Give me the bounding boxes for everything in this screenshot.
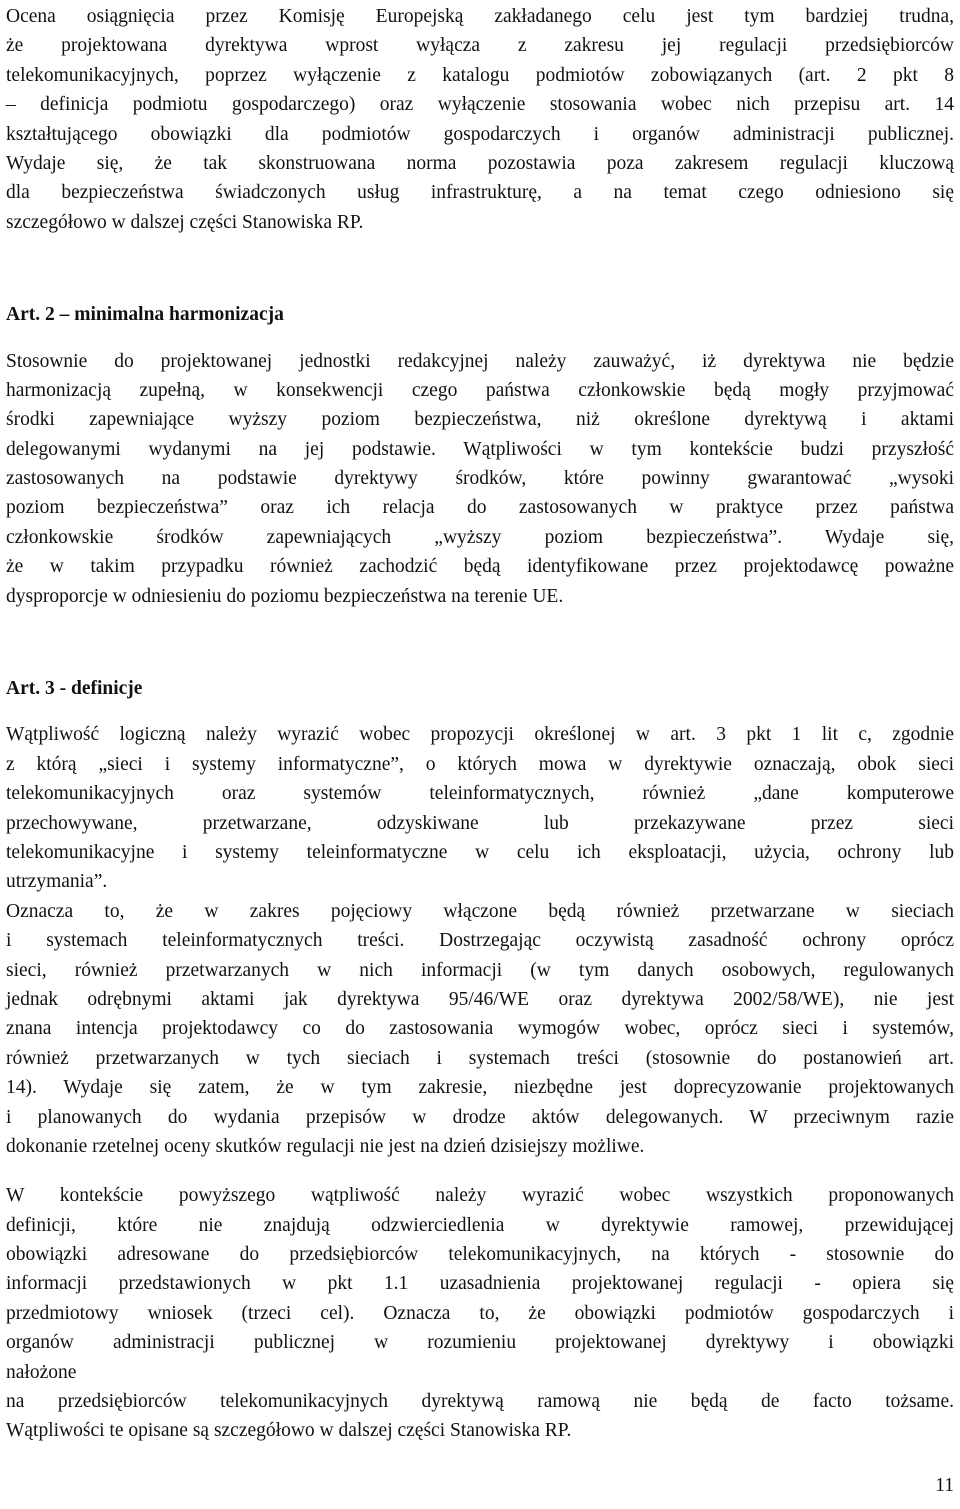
text-line: również przetwarzanych w tych sieciach i systemach treści (stosownie do postanowień art. (6, 1047, 954, 1069)
text-line: znana intencja projektodawcy co do zastosowania wymogów wobec, oprócz sieci i systemów, (6, 1018, 954, 1040)
text-line: 14). Wydaje się zatem, że w tym zakresie, niezbędne jest doprecyzowanie projektowanych (6, 1077, 954, 1099)
text-line: informacji przedstawionych w pkt 1.1 uzasadnienia projektowanej regulacji - opiera się (6, 1273, 954, 1295)
text-line: harmonizacją zupełną, w konsekwencji czego państwa członkowskie będą mogły przyjmować (6, 379, 954, 401)
text-line: telekomunikacyjnych oraz systemów teleinformatycznych, również „dane komputerowe (6, 783, 954, 805)
section-heading-art2: Art. 2 – minimalna harmonizacja (6, 304, 284, 326)
section-heading-art3: Art. 3 - definicje (6, 678, 143, 700)
text-line: definicji, które nie znajdują odzwierciedlenia w dyrektywie ramowej, przewidującej (6, 1214, 954, 1236)
page-number: 11 (935, 1475, 954, 1496)
text-line: sieci, również przetwarzanych w nich informacji (w tym danych osobowych, regulowanych (6, 959, 954, 981)
text-line: jednak odrębnymi aktami jak dyrektywa 95/46/WE oraz dyrektywa 2002/58/WE), nie jest (6, 988, 954, 1010)
text-line: dokonanie rzetelnej oceny skutków regulacji nie jest na dzień dzisiejszy możliwe. (6, 1135, 645, 1157)
text-line: środki zapewniające wyższy poziom bezpieczeństwa, niż określone dyrektywą i aktami (6, 409, 954, 431)
text-line: telekomunikacyjnych, poprzez wyłączenie z katalogu podmiotów zobowiązanych (art. 2 pkt 8 (6, 64, 954, 86)
text-line: przechowywane, przetwarzane, odzyskiwane lub przekazywane przez sieci (6, 812, 954, 834)
text-line: Ocena osiągnięcia przez Komisję Europejską zakładanego celu jest tym bardziej trudna, (6, 6, 954, 27)
text-line: Oznacza to, że w zakres pojęciowy włączone będą również przetwarzane w sieciach (6, 900, 954, 922)
text-line: organów administracji publicznej w rozumieniu projektowanej dyrektywy i obowiązki (6, 1332, 954, 1354)
text-line: że w takim przypadku również zachodzić będą identyfikowane przez projektodawcę poważne (6, 556, 954, 578)
text-line: i systemach teleinformatycznych treści. Dostrzegając oczywistą zasadność ochrony oprócz (6, 930, 954, 952)
text-line: dysproporcje w odniesieniu do poziomu bezpieczeństwa na terenie UE. (6, 585, 564, 607)
text-line: poziom bezpieczeństwa” oraz ich relacja do zastosowanych w praktyce przez państwa (6, 497, 954, 519)
text-line: nałożone (6, 1361, 77, 1383)
text-line: kształtującego obowiązki dla podmiotów gospodarczych i organów administracji publicznej. (6, 123, 954, 145)
text-line: i planowanych do wydania przepisów w drodze aktów delegowanych. W przeciwnym razie (6, 1106, 954, 1128)
text-line: telekomunikacyjne i systemy teleinformatyczne w celu ich eksploatacji, użycia, ochrony lub (6, 842, 954, 864)
text-line: zastosowanych na podstawie dyrektywy środków, które powinny gwarantować „wysoki (6, 468, 954, 490)
text-line: obowiązki adresowane do przedsiębiorców telekomunikacyjnych, na których - stosownie do (6, 1244, 954, 1266)
text-line: W kontekście powyższego wątpliwość należy wyrazić wobec wszystkich proponowanych (6, 1185, 954, 1207)
art3-paragraph-2 (6, 897, 954, 1162)
text-line: Wątpliwości te opisane są szczegółowo w dalszej części Stanowiska RP. (6, 1420, 572, 1442)
text-line: dla bezpieczeństwa świadczonych usług infrastrukturę, a na temat czego odniesiono się (6, 182, 954, 204)
text-line: – definicja podmiotu gospodarczego) oraz wyłączenie stosowania wobec nich przepisu art. 14 (6, 94, 954, 116)
art3-paragraph-1 (6, 720, 954, 896)
document-body (6, 0, 954, 1446)
text-line: Wątpliwość logiczną należy wyrazić wobec propozycji określonej w art. 3 pkt 1 lit c, zgodnie (6, 724, 954, 746)
text-line: członkowskie środków zapewniających „wyższy poziom bezpieczeństwa”. Wydaje się, (6, 526, 954, 548)
text-line: Wydaje się, że tak skonstruowana norma pozostawia poza zakresem regulacji kluczową (6, 152, 954, 174)
text-line: że projektowana dyrektywa wprost wyłącza z zakresu jej regulacji przedsiębiorców (6, 35, 954, 57)
text-line: przedmiotowy wniosek (trzeci cel). Oznacza to, że obowiązki podmiotów gospodarczych i (6, 1302, 954, 1324)
text-line: na przedsiębiorców telekomunikacyjnych dyrektywą ramową nie będą de facto tożsame. (6, 1391, 954, 1413)
text-line: utrzymania”. (6, 871, 108, 893)
text-line: Stosownie do projektowanej jednostki redakcyjnej należy zauważyć, iż dyrektywa nie będzie (6, 350, 954, 372)
text-line: szczegółowo w dalszej części Stanowiska RP. (6, 211, 364, 233)
text-line: delegowanymi wydanymi na jej podstawie. Wątpliwości w tym kontekście budzi przyszłość (6, 438, 954, 460)
art3-paragraph-3 (6, 1181, 954, 1446)
art2-paragraph (6, 347, 954, 612)
intro-paragraph (6, 2, 954, 237)
text-line: z którą „sieci i systemy informatyczne”, o których mowa w dyrektywie oznaczają, obok sieci (6, 753, 954, 775)
